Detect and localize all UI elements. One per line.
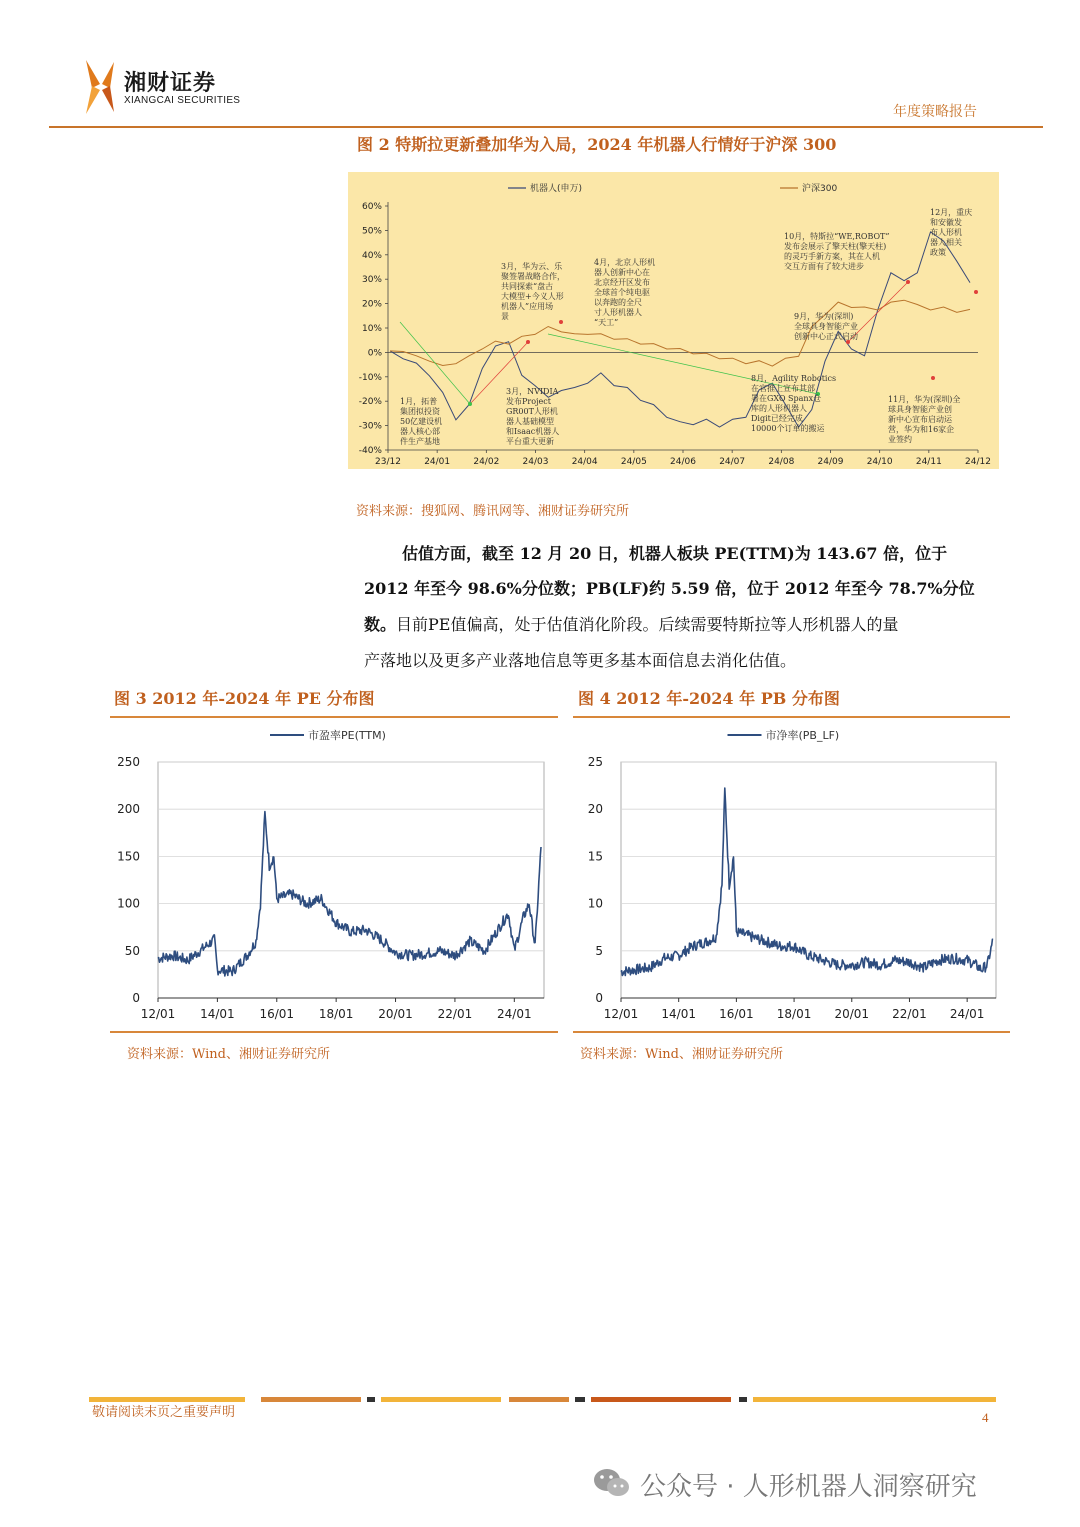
figure4-source: 资料来源：Wind、湘财证券研究所 [580, 1047, 783, 1062]
company-logo [84, 58, 118, 116]
pb-chart [573, 720, 1010, 1030]
y-tick-label: 0% [367, 348, 382, 359]
x-tick-label: 24/11 [915, 457, 942, 467]
series-line [158, 812, 541, 976]
annotation-leader [400, 322, 470, 404]
paragraph-line-2: 2012 年至今 98.6%分位数；PB(LF)约 5.59 倍，位于 2012 年至今 78.7%分位 [364, 579, 975, 598]
x-tick-label: 24/08 [768, 457, 795, 467]
note-mar-nvidia: 3月，NVIDIA 发布Project GR00T人形机 器人基础模型 和Isaac机器人 平台重大更新 [506, 387, 560, 446]
note-dec-policy: 12月，重庆 和安徽发 布人形机 器人相关 政策 [930, 208, 973, 257]
x-tick-label: 22/01 [892, 1007, 927, 1021]
x-tick-label: 24/01 [424, 457, 451, 467]
annotation-dot [974, 290, 978, 294]
y-tick-label: 150 [117, 849, 140, 864]
x-tick-label: 24/04 [571, 457, 598, 467]
note-apr-tiangong: 4月，北京人形机 器人创新中心在 北京经开区发布 全球首个纯电驱 以奔跑的全尺 寸人形机器人 “天工” [594, 258, 656, 327]
header-divider [49, 126, 1043, 128]
legend-label: 市净率(PB_LF) [765, 729, 840, 742]
y-tick-label: 20 [587, 802, 603, 817]
y-tick-label: 20% [361, 299, 382, 310]
legend-label: 沪深300 [802, 184, 838, 194]
page-number: 4 [982, 1410, 989, 1425]
figure3-title: 图 3 2012 年-2024 年 PE 分布图 [114, 689, 375, 708]
annotation-dot [931, 376, 935, 380]
x-tick-label: 23/12 [375, 457, 401, 467]
figure2-title: 图 2 特斯拉更新叠加华为入局，2024 年机器人行情好于沪深 300 [357, 135, 837, 154]
y-tick-label: -40% [358, 446, 382, 456]
figure3-source: 资料来源：Wind、湘财证券研究所 [127, 1047, 330, 1062]
footer-disclaimer: 敬请阅读末页之重要声明 [92, 1405, 236, 1420]
y-tick-label: 60% [361, 202, 382, 212]
x-tick-label: 24/07 [719, 457, 746, 467]
logo-mark-icon [84, 58, 118, 116]
paragraph-line-1: 估值方面，截至 12 月 20 日，机器人板块 PE(TTM)为 143.67 倍，位于 [402, 544, 948, 563]
y-tick-label: 250 [117, 755, 140, 769]
y-tick-label: 10 [587, 896, 603, 911]
y-tick-label: 0 [595, 991, 603, 1005]
x-tick-label: 12/01 [603, 1007, 639, 1021]
legend-label: 机器人(申万) [530, 184, 583, 194]
y-tick-label: -20% [358, 397, 382, 408]
figure4-bottom-rule [573, 1031, 1010, 1033]
paragraph-line-3: 数。目前PE值偏高，处于估值消化阶段。后续需要特斯拉等人形机器人的量 [364, 615, 899, 634]
x-tick-label: 16/01 [719, 1007, 754, 1021]
x-tick-label: 24/01 [949, 1007, 985, 1021]
y-tick-label: 50% [361, 226, 382, 237]
note-jan-tuopu: 1月，拓普 集团拟投资 50亿建设机 器人核心部 件生产基地 [400, 397, 443, 446]
figure4-top-rule [573, 716, 1010, 718]
legend-label: 市盈率PE(TTM) [308, 729, 386, 742]
note-nov-huawei: 11月，华为(深圳)全 球具身智能产业创 新中心宣布启动运 营，华为和16家企 业签约 [888, 395, 961, 444]
report-type: 年度策略报告 [893, 104, 977, 120]
y-tick-label: 50 [124, 943, 140, 958]
wechat-icon [592, 1466, 632, 1500]
annotation-dot [526, 340, 530, 344]
figure3-top-rule [110, 716, 558, 718]
x-tick-label: 12/01 [140, 1007, 176, 1021]
figure4-chart [573, 720, 1010, 1030]
x-tick-label: 14/01 [661, 1007, 696, 1021]
company-name-cn: 湘财证券 [124, 71, 217, 96]
x-tick-label: 24/10 [866, 457, 893, 467]
figure3-bottom-rule [110, 1031, 558, 1033]
y-tick-label: 0 [132, 991, 140, 1005]
y-tick-label: 10% [361, 324, 382, 334]
series-line [621, 788, 993, 976]
x-tick-label: 24/03 [522, 457, 549, 467]
x-tick-label: 14/01 [200, 1007, 235, 1021]
y-tick-label: 25 [587, 755, 603, 769]
x-tick-label: 24/02 [473, 457, 500, 467]
watermark-text: 公众号 · 人形机器人洞察研究 [640, 1472, 977, 1502]
figure3-chart [110, 720, 558, 1030]
x-tick-label: 24/12 [965, 457, 991, 467]
y-tick-label: 200 [117, 802, 140, 817]
x-tick-label: 24/06 [670, 457, 696, 467]
paragraph-line-4: 产落地以及更多产业落地信息等更多基本面信息去消化估值。 [364, 651, 797, 670]
series-line [390, 300, 970, 366]
figure2-chart [348, 172, 999, 469]
annotation-dot [906, 280, 910, 284]
y-tick-label: 5 [595, 943, 603, 958]
figure4-title: 图 4 2012 年-2024 年 PB 分布图 [578, 689, 840, 708]
y-tick-label: 100 [117, 896, 140, 911]
x-tick-label: 20/01 [378, 1007, 413, 1021]
x-tick-label: 16/01 [259, 1007, 295, 1021]
note-aug-agility: 8月，Agility Robotics 在官推上宣布其部 署在GXO Spanx仓 库的人形机器人 Digit已经完成 10000个订单的搬运 [751, 374, 837, 433]
company-name-en: XIANGCAI SECURITIES [124, 95, 241, 106]
y-tick-label: 40% [361, 250, 382, 261]
x-tick-label: 22/01 [437, 1007, 473, 1021]
x-tick-label: 18/01 [318, 1007, 354, 1021]
note-oct-tesla: 10月，特斯拉“WE,ROBOT” 发布会展示了擎天柱(擎天柱) 的灵巧手新方案，其在人机 交互方面有了较大进步 [784, 232, 890, 271]
y-tick-label: 30% [361, 275, 382, 286]
footer-decor-bar [89, 1388, 996, 1394]
x-tick-label: 18/01 [776, 1007, 812, 1021]
note-sep-huawei: 9月，华为(深圳) 全球具身智能产业 创新中心正式启动 [794, 312, 858, 341]
annotation-dot [468, 402, 472, 406]
plot-frame [158, 762, 544, 998]
x-tick-label: 24/05 [620, 457, 647, 467]
y-tick-label: -10% [358, 372, 382, 383]
y-tick-label: -30% [358, 421, 382, 432]
x-tick-label: 20/01 [834, 1007, 870, 1021]
pe-chart [110, 720, 558, 1030]
figure2-source: 资料来源：搜狐网、腾讯网等、湘财证券研究所 [356, 504, 630, 519]
y-tick-label: 15 [587, 849, 603, 864]
note-mar-huawei-cloud: 3月，华为云、乐 聚签署战略合作， 共同探索“盘古 大模型+今义人形 机器人”应用场 景 [501, 262, 565, 321]
x-tick-label: 24/01 [497, 1007, 532, 1021]
x-tick-label: 24/09 [817, 457, 844, 467]
